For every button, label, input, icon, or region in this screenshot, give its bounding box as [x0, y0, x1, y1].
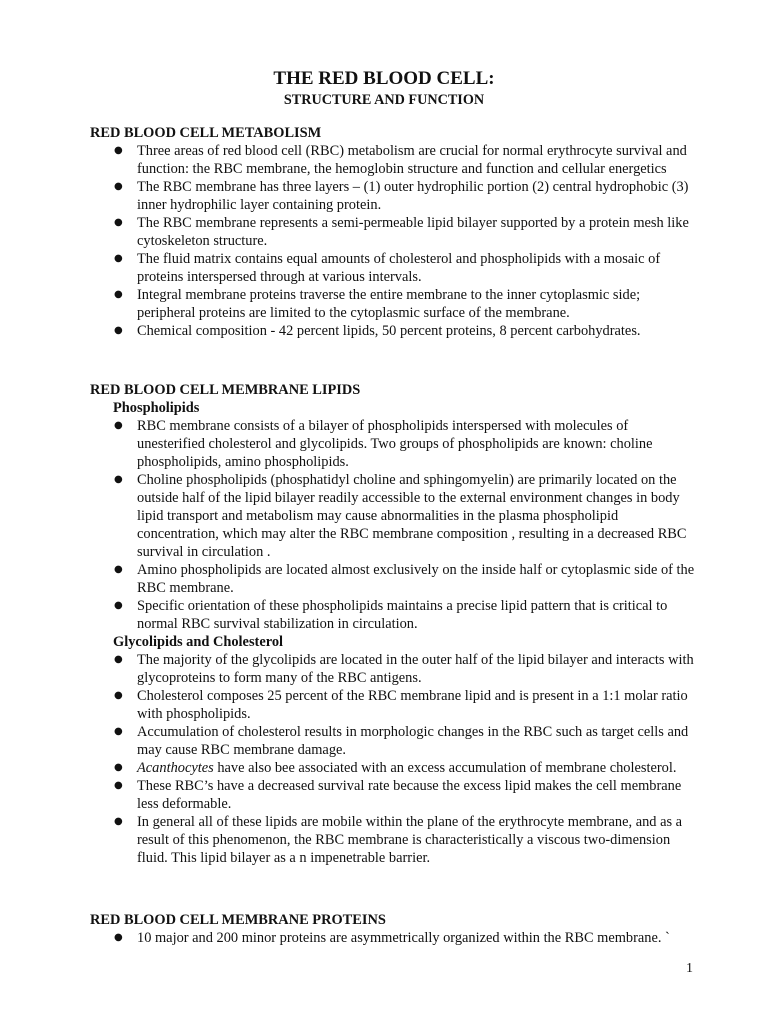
section-heading: RED BLOOD CELL METABOLISM: [90, 125, 322, 141]
bullet-icon: ●: [114, 289, 123, 300]
bullet-list: [0, 929, 768, 947]
document-title: THE RED BLOOD CELL:: [273, 68, 495, 89]
list-item-text: The majority of the glycolipids are located in the outer half of the lipid bilayer and interacts with glycoproteins to form many of the RBC antigens.: [137, 652, 694, 686]
bullet-icon: ●: [114, 726, 123, 737]
bullet-icon: ●: [114, 325, 123, 336]
list-item-text: Choline phospholipids (phosphatidyl choline and sphingomyelin) are primarily located on the outside half of the lipid bilayer readily accessible to the external environment changes in body lipid transport and metabolism may cause abnormalities in the plasma phospholipid concentration, which may alter the RBC membrane composition , resulting in a decreased RBC survival in circulation .: [137, 472, 687, 560]
bullet-icon: ●: [114, 474, 123, 485]
list-item: [0, 214, 768, 250]
list-item-text: RBC membrane consists of a bilayer of phospholipids interspersed with molecules of unesterified cholesterol and glycolipids. Two groups of phospholipids are known: choline phospholipids, amino phospholipids.: [137, 418, 653, 470]
list-item-text: Three areas of red blood cell (RBC) metabolism are crucial for normal erythrocyte survival and function: the RBC membrane, the hemoglobin structure and function and cellular energetics: [137, 143, 687, 177]
section-heading: RED BLOOD CELL MEMBRANE LIPIDS: [90, 382, 361, 398]
bullet-list: [0, 142, 768, 340]
list-item: [0, 178, 768, 214]
section-lipids: [0, 381, 768, 867]
section-proteins: [0, 911, 768, 947]
bullet-icon: ●: [114, 420, 123, 431]
list-item-text: In general all of these lipids are mobile within the plane of the erythrocyte membrane, and as a result of this phenomenon, the RBC membrane is characteristically a viscous two-dimension fluid. This lipid bilayer as a n impenetrable barrier.: [137, 814, 683, 866]
list-item-text: Amino phospholipids are located almost exclusively on the inside half or cytoplasmic side of the RBC membrane.: [137, 562, 695, 596]
list-item: [0, 759, 768, 777]
list-item-text: 10 major and 200 minor proteins are asymmetrically organized within the RBC membrane. `: [137, 930, 670, 946]
list-item: [0, 561, 768, 597]
list-item-text: Specific orientation of these phospholipids maintains a precise lipid pattern that is critical to normal RBC survival stabilization in circulation.: [137, 598, 668, 632]
list-item: [0, 777, 768, 813]
page-number: 1: [686, 961, 693, 976]
bullet-icon: ●: [114, 564, 123, 575]
bullet-icon: ●: [114, 145, 123, 156]
list-item-text: have also bee associated with an excess accumulation of membrane cholesterol.: [213, 760, 677, 776]
bullet-icon: ●: [114, 932, 123, 943]
subsection-heading-glycolipids: Glycolipids and Cholesterol: [113, 634, 284, 650]
bullet-icon: ●: [114, 600, 123, 611]
section-heading: RED BLOOD CELL MEMBRANE PROTEINS: [90, 912, 386, 928]
list-item: [0, 651, 768, 687]
list-item: [0, 286, 768, 322]
list-item-text: Cholesterol composes 25 percent of the RBC membrane lipid and is present in a 1:1 molar ratio with phospholipids.: [137, 688, 688, 722]
list-item: [0, 597, 768, 633]
bullet-icon: ●: [114, 654, 123, 665]
list-item: [0, 723, 768, 759]
list-item-text: The RBC membrane has three layers – (1) outer hydrophilic portion (2) central hydrophobic (3) inner hydrophilic layer containing protein.: [137, 179, 689, 213]
bullet-list: [0, 651, 768, 867]
list-item-text: Accumulation of cholesterol results in morphologic changes in the RBC such as target cells and may cause RBC membrane damage.: [137, 724, 689, 758]
bullet-icon: ●: [114, 780, 123, 791]
section-metabolism: [0, 124, 768, 340]
list-item: [0, 250, 768, 286]
list-item-text: Chemical composition - 42 percent lipids, 50 percent proteins, 8 percent carbohydrates.: [137, 323, 641, 339]
bullet-icon: ●: [114, 181, 123, 192]
list-item: [0, 813, 768, 867]
list-item: [0, 471, 768, 561]
list-item: [0, 142, 768, 178]
italic-term: Acanthocytes: [137, 760, 214, 776]
bullet-icon: ●: [114, 816, 123, 827]
bullet-icon: ●: [114, 762, 123, 773]
bullet-list: [0, 417, 768, 633]
list-item-text: The fluid matrix contains equal amounts of cholesterol and phospholipids with a mosaic of proteins interspersed through at various intervals.: [137, 251, 661, 285]
subsection-heading-phospholipids: Phospholipids: [113, 400, 200, 416]
list-item-text: The RBC membrane represents a semi-permeable lipid bilayer supported by a protein mesh like cytoskeleton structure.: [137, 215, 689, 249]
document-subtitle: STRUCTURE AND FUNCTION: [283, 92, 485, 108]
list-item: [0, 687, 768, 723]
list-item-text: These RBC’s have a decreased survival rate because the excess lipid makes the cell membrane less deformable.: [137, 778, 682, 812]
bullet-icon: ●: [114, 690, 123, 701]
list-item: [0, 417, 768, 471]
list-item: [0, 322, 768, 340]
bullet-icon: ●: [114, 253, 123, 264]
list-item-text: Integral membrane proteins traverse the entire membrane to the inner cytoplasmic side; peripheral proteins are limited to the cytoplasmic surface of the membrane.: [137, 287, 641, 321]
bullet-icon: ●: [114, 217, 123, 228]
list-item: [0, 929, 768, 947]
